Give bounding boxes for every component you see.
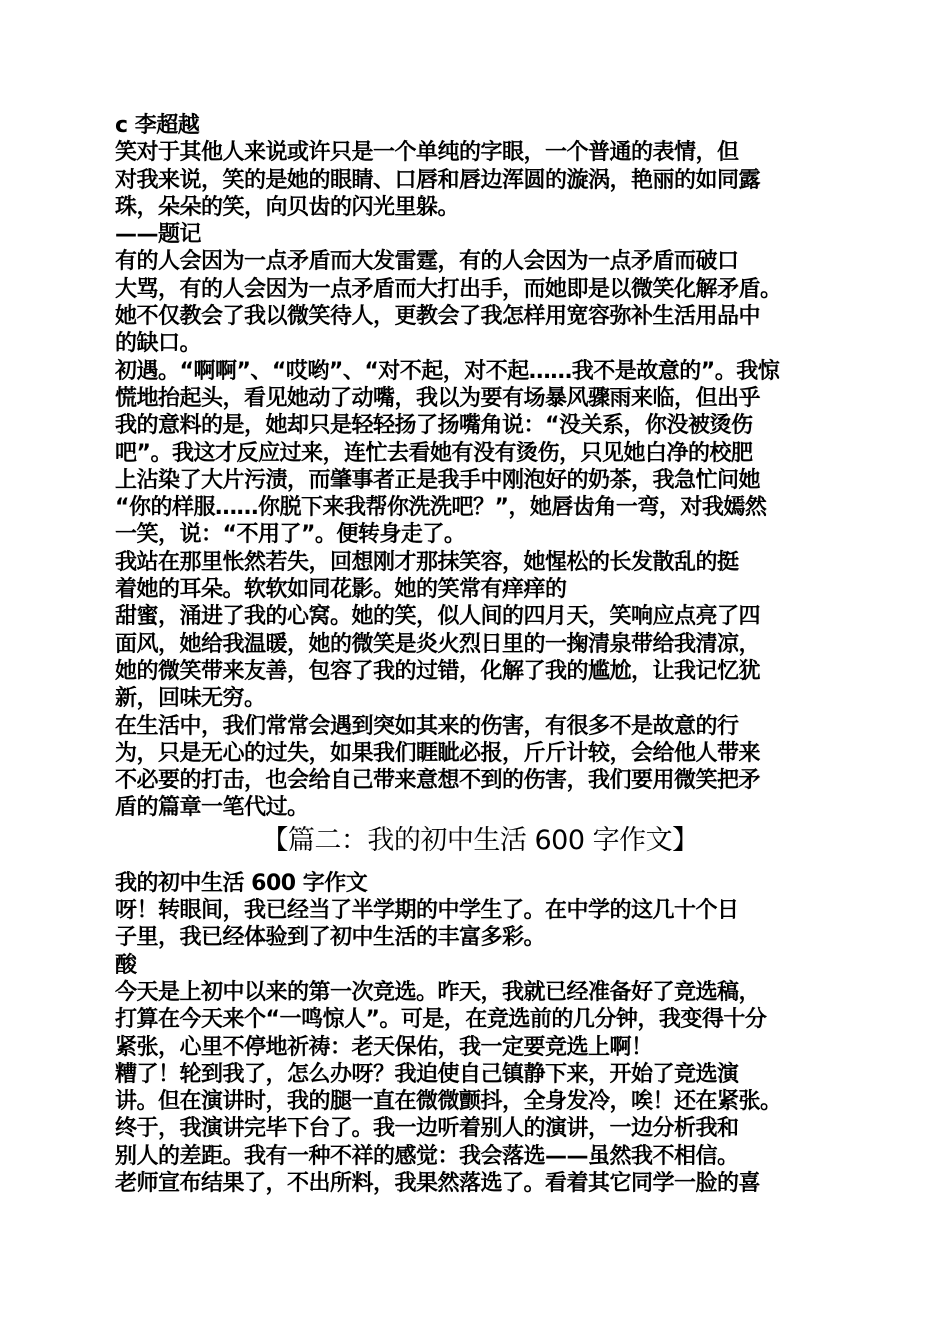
text-line: “你的样服……你脱下来我帮你洗洗吧？”，她唇齿角一弯，对我嫣然 xyxy=(115,495,767,521)
text-line: 初遇。“啊啊”、“哎哟”、“对不起，对不起……我不是故意的”。我惊 xyxy=(115,358,780,384)
text-line: 慌地抬起头，看见她动了动嘴，我以为要有场暴风骤雨来临，但出乎 xyxy=(115,385,761,411)
text-line: 盾的篇章一笔代过。 xyxy=(115,795,309,821)
essay-section-one xyxy=(115,112,845,822)
text-line: 一笑，说：“不用了”。便转身走了。 xyxy=(115,522,466,548)
text-line: 子里，我已经体验到了初中生活的丰富多彩。 xyxy=(115,925,546,951)
text-line: 珠，朵朵的笑，向贝齿的闪光里躲。 xyxy=(115,194,460,220)
text-line: 我的初中生活 600 字作文 xyxy=(115,870,368,896)
text-line: c 李超越 xyxy=(115,113,200,138)
text-line: 讲。但在演讲时，我的腿一直在微微颤抖，全身发冷，唉！还在紧张。 xyxy=(115,1089,782,1115)
text-line: 大骂，有的人会因为一点矛盾而大打出手，而她即是以微笑化解矛盾。 xyxy=(115,276,782,302)
text-line: 今天是上初中以来的第一次竞选。昨天，我就已经准备好了竞选稿， xyxy=(115,979,761,1005)
text-line: 对我来说，笑的是她的眼睛、口唇和唇边浑圆的漩涡，艳丽的如同露 xyxy=(115,167,761,193)
text-line: 终于，我演讲完毕下台了。我一边听着别人的演讲，一边分析我和 xyxy=(115,1116,739,1142)
text-line: 在生活中，我们常常会遇到突如其来的伤害，有很多不是故意的行 xyxy=(115,713,739,739)
text-line: 新，回味无穷。 xyxy=(115,686,266,712)
text-line: 糟了！轮到我了，怎么办呀？我迫使自己镇静下来，开始了竞选演 xyxy=(115,1061,739,1087)
text-line: 为，只是无心的过失，如果我们睚眦必报，斤斤计较，会给他人带来 xyxy=(115,740,761,766)
text-line: 的缺口。 xyxy=(115,331,202,357)
text-line: 甜蜜，涌进了我的心窝。她的笑，似人间的四月天，笑响应点亮了四 xyxy=(115,604,761,630)
text-line: 着她的耳朵。软软如同花影。她的笑常有痒痒的 xyxy=(115,577,567,603)
text-line: 面风，她给我温暖，她的微笑是炎火烈日里的一掬清泉带给我清凉， xyxy=(115,631,761,657)
text-line: 有的人会因为一点矛盾而大发雷霆，有的人会因为一点矛盾而破口 xyxy=(115,249,739,275)
text-line: 我站在那里怅然若失，回想刚才那抹笑容，她惺松的长发散乱的挺 xyxy=(115,549,739,575)
document-page xyxy=(115,112,845,1197)
text-line: 别人的差距。我有一种不祥的感觉：我会落选——虽然我不相信。 xyxy=(115,1143,739,1169)
text-line: 不必要的打击，也会给自己带来意想不到的伤害，我们要用微笑把矛 xyxy=(115,768,761,794)
section-heading: 【篇二：我的初中生活 600 字作文】 xyxy=(261,824,699,856)
text-line: 上沾染了大片污渍，而肇事者正是我手中刚泡好的奶茶，我急忙问她 xyxy=(115,467,761,493)
text-line: ——题记 xyxy=(115,222,202,248)
text-line: 酸 xyxy=(115,952,137,978)
text-line: 呀！转眼间，我已经当了半学期的中学生了。在中学的这几十个日 xyxy=(115,898,739,924)
text-line: 紧张，心里不停地祈祷：老天保佑，我一定要竞选上啊！ xyxy=(115,1034,653,1060)
text-line: 她的微笑带来友善，包容了我的过错，化解了我的尴尬，让我记忆犹 xyxy=(115,658,761,684)
text-line: 老师宣布结果了，不出所料，我果然落选了。看着其它同学一脸的喜 xyxy=(115,1170,761,1196)
text-line: 我的意料的是，她却只是轻轻扬了扬嘴角说：“没关系，你没被烫伤 xyxy=(115,413,753,439)
text-line: 她不仅教会了我以微笑待人，更教会了我怎样用宽容弥补生活用品中 xyxy=(115,304,761,330)
text-line: 吧”。我这才反应过来，连忙去看她有没有烫伤，只见她白净的校肥 xyxy=(115,440,753,466)
text-line: 打算在今天来个“一鸣惊人”。可是，在竞选前的几分钟，我变得十分 xyxy=(115,1007,767,1033)
essay-section-two xyxy=(115,870,845,1198)
text-line: 笑对于其他人来说或许只是一个单纯的字眼，一个普通的表情，但 xyxy=(115,140,739,166)
